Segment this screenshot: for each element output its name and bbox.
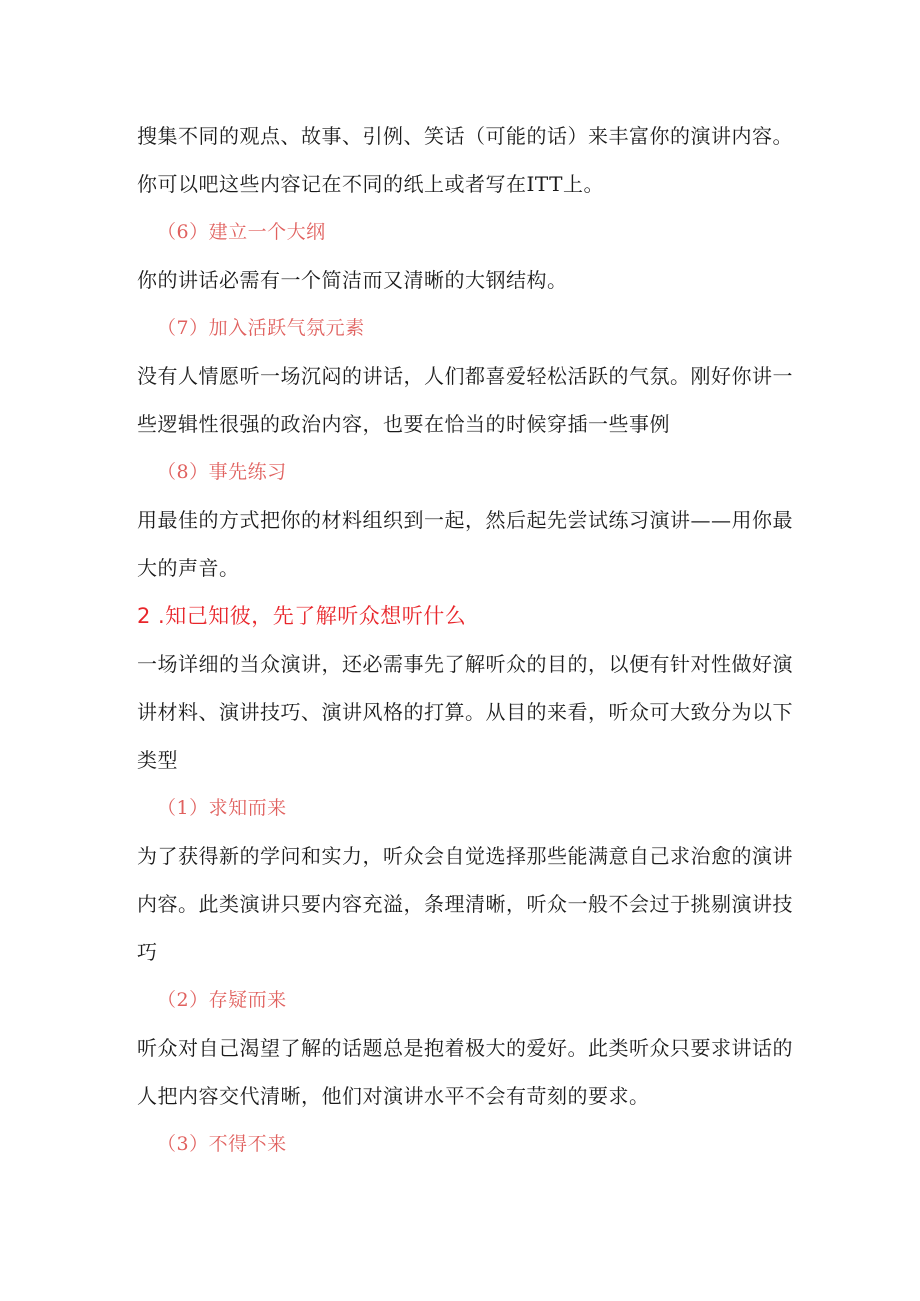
subheading-2: （2）存疑而来 — [157, 989, 287, 1011]
section-heading-2: 2 .知己知彼，先了解听众想听什么 — [137, 604, 467, 628]
subheading-8: （8）事先练习 — [157, 461, 287, 483]
subheading-3: （3）不得不来 — [157, 1133, 287, 1155]
paragraph-audience: 一场详细的当众演讲，还必需事先了解听众的目的，以便有针对性做好演讲材料、演讲技巧、演讲风格的打算。从目的来看，听众可大致分为以下类型 — [137, 652, 793, 772]
paragraph-practice: 用最佳的方式把你的材料组织到一起，然后起先尝试练习演讲——用你最大的声音。 — [137, 508, 793, 580]
subheading-6: （6）建立一个大纲 — [157, 221, 326, 243]
paragraph-atmosphere: 没有人情愿听一场沉闷的讲话，人们都喜爱轻松活跃的气氛。刚好你讲一些逻辑性很强的政治内容，也要在恰当的时候穿插一些事例 — [137, 364, 793, 436]
paragraph-doubt: 听众对自己渴望了解的话题总是抱着极大的爱好。此类听众只要求讲话的人把内容交代清晰，他们对演讲水平不会有苛刻的要求。 — [137, 1036, 793, 1108]
paragraph-outline: 你的讲话必需有一个简洁而又清晰的大钢结构。 — [137, 268, 568, 292]
paragraph-knowledge: 为了获得新的学问和实力，听众会自觉选择那些能满意自己求治愈的演讲内容。此类演讲只要内容充溢，条理清晰，听众一般不会过于挑剔演讲技巧 — [137, 844, 793, 964]
subheading-7: （7）加入活跃气氛元素 — [157, 317, 365, 339]
paragraph-collect-material: 搜集不同的观点、故事、引例、笑话（可能的话）来丰富你的演讲内容。你可以吧这些内容记在不同的纸上或者写在ITT上。 — [137, 124, 793, 196]
subheading-1: （1）求知而来 — [157, 797, 287, 819]
document-body — [137, 112, 797, 1168]
